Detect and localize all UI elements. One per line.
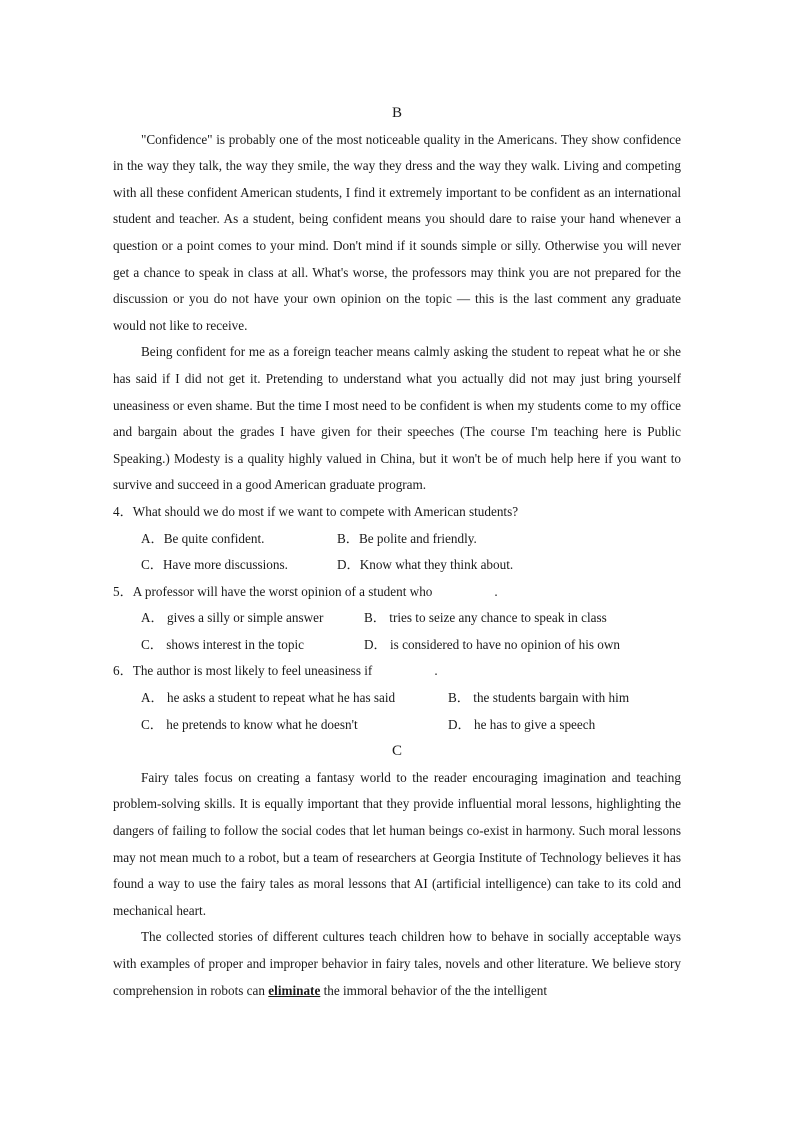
- question-6-option-a: A． he asks a student to repeat what he has said: [141, 690, 396, 706]
- question-5-option-c: C． shows interest in the topic: [141, 636, 304, 652]
- question-6-options-row-2: [113, 712, 681, 739]
- section-c-paragraph-2-end: the immoral behavior of the the intelligent: [320, 982, 547, 998]
- section-c-paragraph-2: [113, 924, 681, 1004]
- question-6-options-row-1: [113, 685, 681, 712]
- question-5-options-row-1: [113, 605, 681, 632]
- question-6-stem: 6．The author is most likely to feel uneasiness if: [113, 663, 373, 679]
- section-b-paragraph-1: "Confidence" is probably one of the most noticeable quality in the Americans. They show confidence in the way they talk, the way they smile, the way they dress and the way they walk. Living and competing with all these confident American students, I find it extremely important to be confident as an international student and teacher. As a student, being confident means you should dare to raise your hand whenever a question or a point comes to your mind. Don't mind if it sounds simple or silly. Otherwise you will never get a chance to speak in class at all. What's worse, the professors may think you are not prepared for the discussion or you do not have your own opinion on the topic — this is the last comment any graduate would not like to receive.: [113, 131, 681, 333]
- section-c-paragraph-1: Fairy tales focus on creating a fantasy world to the reader encouraging imagination and teaching problem-solving skills. It is equally important that they provide influential moral lessons, highlighting the dangers of failing to follow the social codes that let human beings co-exist in harmony. Such moral lessons may not mean much to a robot, but a team of researchers at Georgia Institute of Technology believes it has found a way to use the fairy tales as moral lessons that AI (artificial intelligence) can take to its cold and mechanical heart.: [113, 769, 681, 918]
- question-6-end: .: [434, 663, 438, 679]
- question-5-stem: 5．A professor will have the worst opinion of a student who: [113, 583, 433, 599]
- question-6-option-b: B． the students bargain with him: [448, 690, 630, 706]
- question-4-option-c: C．Have more discussions.: [141, 557, 288, 573]
- section-b-paragraph-2: Being confident for me as a foreign teacher means calmly asking the student to repeat what he or she has said if I did not get it. Pretending to understand what you actually did not may just bring yourself uneasiness or even shame. But the time I most need to be confident is when my students come to my office and bargain about the grades I have given for their speeches (The course I'm teaching here is Public Speaking.) Modesty is a quality highly valued in China, but it won't be of much help here if you want to survive and succeed in a good American graduate program.: [113, 344, 681, 493]
- question-5-option-b: B． tries to seize any chance to speak in class: [364, 610, 607, 626]
- question-4-option-b: B．Be polite and friendly.: [337, 530, 477, 546]
- question-6-line: [113, 658, 681, 685]
- question-4-option-d: D．Know what they think about.: [337, 557, 514, 573]
- question-5-option-d: D． is considered to have no opinion of his own: [364, 636, 621, 652]
- section-b-title: B: [391, 105, 402, 121]
- question-4-option-a: A．Be quite confident.: [141, 530, 265, 546]
- vocabulary-keyword: eliminate: [268, 982, 321, 998]
- question-6-option-c: C． he pretends to know what he doesn't: [141, 716, 358, 732]
- question-5-line: [113, 579, 681, 606]
- question-4-options-row-1: [113, 526, 681, 553]
- question-6-option-d: D． he has to give a speech: [448, 716, 596, 732]
- question-4-stem: 4．What should we do most if we want to compete with American students?: [113, 503, 519, 519]
- question-4-options-row-2: [113, 552, 681, 579]
- question-5-option-a: A． gives a silly or simple answer: [141, 610, 324, 626]
- question-5-end: .: [494, 583, 498, 599]
- section-c-title: C: [391, 743, 402, 760]
- question-5-options-row-2: [113, 632, 681, 659]
- section-c-paragraph-2-start: The collected stories of different cultures teach children how to behave in socially acceptable ways with examples of proper and improper behavior in fairy tales, novels and other literature. We believe story comprehension in robots can: [113, 929, 681, 998]
- document-page: [113, 100, 681, 1004]
